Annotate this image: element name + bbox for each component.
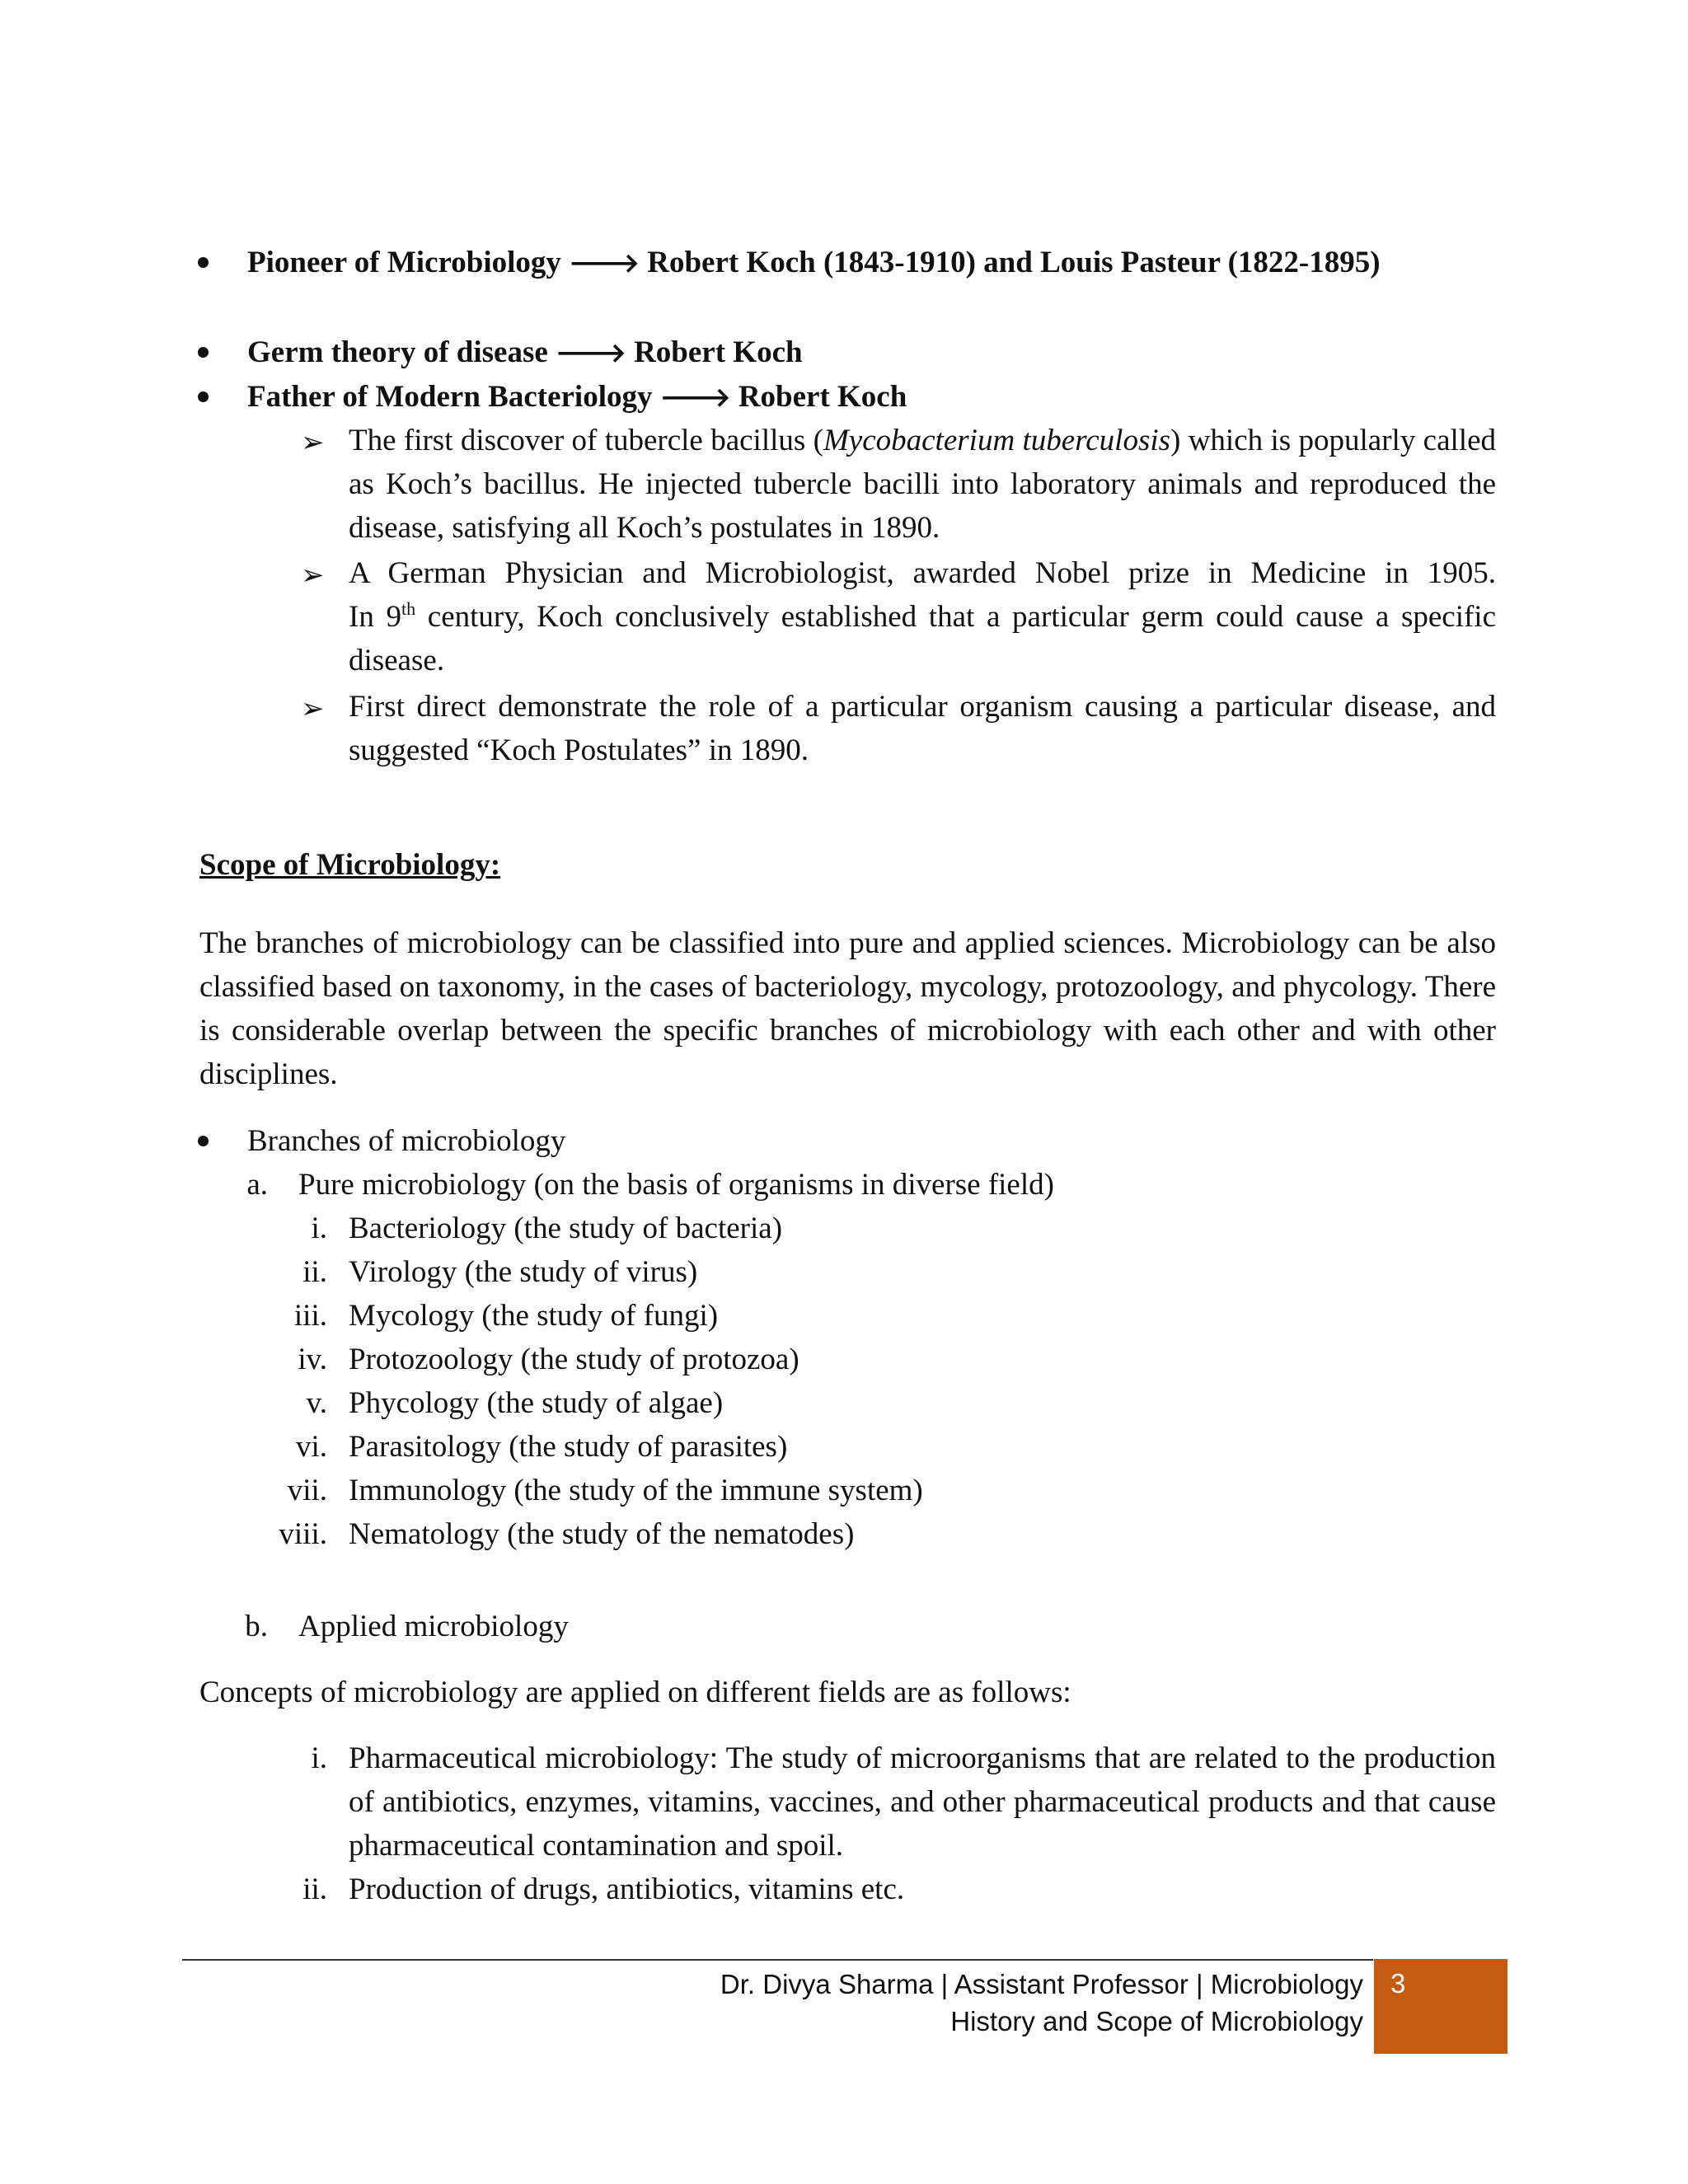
list-number: ii.: [302, 1872, 327, 1906]
scope-intro-paragraph: The branches of microbiology can be classified into pure and applied sciences. Microbiology can be also classified based on taxonomy, in the cases of bacteriology, mycology, protozoology, and phycology. There is considerable overlap between the specific branches of microbiology with each other and with other disciplines.: [199, 926, 1496, 1091]
right-arrow-icon: 🡒: [569, 247, 640, 279]
bullet-icon: [198, 257, 209, 268]
section-heading: Scope of Microbiology:: [199, 848, 501, 882]
superscript: th: [401, 598, 416, 619]
list-number: iv.: [298, 1343, 327, 1376]
list-number: vi.: [295, 1430, 327, 1464]
koch-point-text: century, Koch conclusively established that a particular germ could cause a specific disease.: [349, 600, 1497, 677]
bullet-icon: [198, 391, 209, 402]
list-item: Parasitology (the study of parasites): [349, 1430, 788, 1464]
footer-divider: [182, 1959, 1373, 1961]
list-item: Phycology (the study of algae): [349, 1386, 724, 1420]
bullet-icon: [198, 1136, 209, 1146]
list-number: viii.: [279, 1517, 327, 1551]
list-item: Pharmaceutical microbiology: The study of microorganisms that are related to the production of antibiotics, enzymes, vitamins, vaccines, and other pharmaceutical products and that cause pharmaceutical contamination and spoil.: [349, 1741, 1496, 1863]
pioneer-value: Robert Koch (1843-1910) and Louis Pasteur (1822-1895): [647, 246, 1381, 279]
right-arrow-icon: 🡒: [659, 382, 731, 413]
list-number: i.: [311, 1212, 327, 1245]
list-item: Nematology (the study of the nematodes): [349, 1517, 855, 1551]
koch-point-text: In 9: [349, 600, 401, 634]
applied-concepts-text: Concepts of microbiology are applied on different fields are as follows:: [199, 1675, 1071, 1709]
father-bacteriology-line: [247, 375, 907, 419]
koch-point-nobel: [349, 551, 1496, 682]
father-bacteriology-label: Father of Modern Bacteriology: [247, 380, 653, 414]
bullet-icon: [198, 347, 209, 358]
applied-microbiology-label: Applied microbiology: [298, 1610, 569, 1643]
list-marker: b.: [245, 1610, 268, 1643]
right-arrow-icon: 🡒: [556, 337, 626, 368]
pioneer-line: [247, 241, 1381, 285]
father-bacteriology-value: Robert Koch: [738, 380, 907, 414]
page-number: 3: [1390, 1968, 1406, 1999]
pure-microbiology-label: Pure microbiology (on the basis of organisms in diverse field): [298, 1168, 1054, 1202]
germ-theory-label: Germ theory of disease: [247, 335, 548, 369]
germ-theory-value: Robert Koch: [634, 335, 803, 369]
koch-point-postulates: First direct demonstrate the role of a particular organism causing a particular disease, and suggested “Koch Postulates” in 1890.: [349, 690, 1496, 767]
list-item: Production of drugs, antibiotics, vitamins etc.: [349, 1872, 905, 1906]
list-number: v.: [306, 1386, 327, 1420]
branches-label: Branches of microbiology: [247, 1124, 566, 1158]
list-item: Mycology (the study of fungi): [349, 1299, 719, 1333]
koch-point-tubercle: [349, 419, 1496, 550]
list-number: ii.: [302, 1255, 327, 1289]
list-number: iii.: [293, 1299, 327, 1333]
arrowhead-bullet-icon: ➢: [301, 559, 325, 592]
list-item: Protozoology (the study of protozoa): [349, 1343, 799, 1376]
list-number: i.: [311, 1741, 327, 1775]
germ-theory-line: [247, 330, 803, 375]
list-marker: a.: [246, 1168, 268, 1202]
koch-point-text: A German Physician and Microbiologist, awarded Nobel prize in Medicine in 1905.: [349, 556, 1496, 590]
list-item: Immunology (the study of the immune system): [349, 1474, 923, 1507]
arrowhead-bullet-icon: ➢: [301, 692, 325, 725]
koch-point-text: ) which is popularly called as Koch’s bacillus. He injected tubercle bacilli into laboratory animals and reproduced the disease, satisfying all Koch’s postulates in 1890.: [349, 424, 1496, 545]
koch-point-text: The first discover of tubercle bacillus (: [349, 424, 823, 457]
pioneer-label: Pioneer of Microbiology: [247, 246, 561, 279]
arrowhead-bullet-icon: ➢: [301, 426, 325, 459]
species-name: Mycobacterium tuberculosis: [823, 424, 1171, 457]
footer-author: Dr. Divya Sharma | Assistant Professor | Microbiology: [720, 1969, 1363, 1999]
list-number: vii.: [287, 1474, 327, 1507]
list-item: Virology (the study of virus): [349, 1255, 698, 1289]
footer-title: History and Scope of Microbiology: [950, 2006, 1363, 2036]
list-item: Bacteriology (the study of bacteria): [349, 1212, 783, 1245]
